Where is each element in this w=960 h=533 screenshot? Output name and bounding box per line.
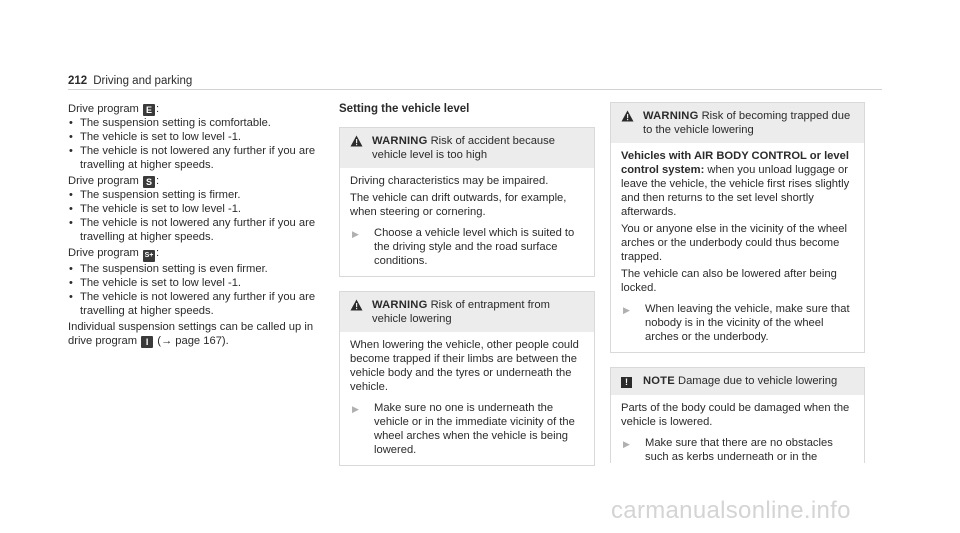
- individual-settings-text: [68, 320, 318, 348]
- action-arrow-icon: ▶: [352, 404, 359, 414]
- warning-body: [340, 332, 594, 465]
- watermark: carmanualsonline.info: [611, 497, 851, 524]
- bullet-list: [68, 116, 318, 172]
- drive-program-label: Drive program: [68, 103, 139, 115]
- page-header: [68, 74, 882, 90]
- drive-program-s-plus-icon: S+: [143, 250, 155, 262]
- action-step: [621, 436, 854, 463]
- warning-box-trapped: [610, 102, 865, 353]
- warning-header: [340, 128, 594, 168]
- bullet-list: [68, 188, 318, 244]
- list-item: • The vehicle is set to low level -1.: [68, 130, 318, 144]
- list-item: • The suspension setting is even firmer.: [68, 262, 318, 276]
- vehicle-equipment-label: Vehicles with AIR BODY CONTROL or level control system:: [621, 150, 849, 176]
- warning-title-text: Risk of accident because vehicle level is too high: [372, 135, 555, 161]
- warning-paragraph: [621, 149, 854, 219]
- warning-paragraph: You or anyone else in the vicinity of the wheel arches or the underbody could thus become trapped.: [621, 223, 847, 263]
- warning-paragraph: When lowering the vehicle, other people could become trapped if their limbs are between the vehicle body and the tyres or underneath the vehicle.: [350, 339, 579, 393]
- action-arrow-icon: ▶: [623, 305, 630, 315]
- vehicle-level-column: [339, 102, 595, 466]
- warning-header: [611, 103, 864, 143]
- drive-program-s-icon: S: [143, 176, 155, 188]
- warning-title: [372, 298, 584, 326]
- page-number: 212: [68, 75, 88, 87]
- list-item: • The vehicle is not lowered any further if you are travelling at higher speeds.: [68, 290, 318, 318]
- warning-title: [643, 109, 854, 137]
- warning-box-accident: [339, 127, 595, 277]
- drive-programs-column: [68, 102, 318, 348]
- page-reference-link[interactable]: (→ page 167).: [157, 335, 229, 347]
- lowering-warnings-column: [610, 102, 865, 463]
- colon: :: [155, 247, 160, 259]
- warning-body: [340, 168, 594, 276]
- warning-paragraph: Driving characteristics may be impaired.: [350, 175, 549, 187]
- warning-label: WARNING: [643, 110, 699, 122]
- warning-text: when you unload luggage or leave the vehicle, the vehicle first rises slightly and then returns to the set level shortly afterwards.: [621, 164, 850, 218]
- drive-program-i-icon: I: [141, 336, 153, 348]
- colon: :: [155, 175, 160, 187]
- warning-body: [611, 143, 864, 352]
- section-title: Setting the vehicle level: [339, 103, 470, 115]
- warning-triangle-icon: [350, 298, 364, 326]
- action-arrow-icon: ▶: [352, 229, 359, 239]
- note-title-text: Damage due to vehicle lowering: [678, 375, 838, 387]
- individual-settings-label: Individual suspension settings can be called up in drive program: [68, 321, 314, 347]
- note-label: NOTE: [643, 375, 675, 387]
- note-box-damage: [610, 367, 865, 463]
- note-title: [643, 374, 837, 389]
- colon: :: [155, 103, 160, 115]
- action-text: Make sure that there are no obstacles such as kerbs underneath or in the: [645, 437, 833, 463]
- note-header: [611, 368, 864, 395]
- warning-paragraph: The vehicle can also be lowered after being locked.: [621, 268, 837, 294]
- list-item: • The suspension setting is comfortable.: [68, 116, 318, 130]
- warning-label: WARNING: [372, 299, 428, 311]
- action-text: Choose a vehicle level which is suited to the driving style and the road surface conditions.: [374, 227, 575, 267]
- warning-title: [372, 134, 584, 162]
- warning-title-text: Risk of becoming trapped due to the vehicle lowering: [643, 110, 851, 136]
- warning-paragraph: The vehicle can drift outwards, for example, when steering or cornering.: [350, 192, 567, 218]
- list-item: • The vehicle is not lowered any further if you are travelling at higher speeds.: [68, 216, 318, 244]
- bullet-list: [68, 262, 318, 318]
- drive-program-label: Drive program: [68, 247, 139, 259]
- warning-box-entrapment: [339, 291, 595, 466]
- warning-label: WARNING: [372, 135, 428, 147]
- action-text: Make sure no one is underneath the vehicle or in the immediate vicinity of the wheel arches when the vehicle is being lowered.: [374, 402, 575, 456]
- action-step: [350, 401, 584, 457]
- list-item: • The vehicle is set to low level -1.: [68, 276, 318, 290]
- action-step: [350, 226, 584, 268]
- drive-program-e: [68, 102, 318, 172]
- list-item: • The suspension setting is firmer.: [68, 188, 318, 202]
- list-item: • The vehicle is set to low level -1.: [68, 202, 318, 216]
- warning-header: [340, 292, 594, 332]
- list-item: • The vehicle is not lowered any further if you are travelling at higher speeds.: [68, 144, 318, 172]
- drive-program-s: [68, 174, 318, 244]
- warning-title-text: Risk of entrapment from vehicle lowering: [372, 299, 550, 325]
- page-section-title: Driving and parking: [93, 75, 193, 87]
- action-arrow-icon: ▶: [623, 439, 630, 449]
- note-exclamation-icon: !: [621, 374, 635, 389]
- warning-triangle-icon: [621, 109, 635, 137]
- action-text: When leaving the vehicle, make sure that nobody is in the vicinity of the wheel arches or the underbody.: [645, 303, 850, 343]
- drive-program-label: Drive program: [68, 175, 139, 187]
- drive-program-s-plus: [68, 246, 318, 318]
- warning-triangle-icon: [350, 134, 364, 162]
- action-step: [621, 302, 854, 344]
- note-body: [611, 395, 864, 463]
- drive-program-e-icon: E: [143, 104, 155, 116]
- note-paragraph: Parts of the body could be damaged when the vehicle is lowered.: [621, 402, 850, 428]
